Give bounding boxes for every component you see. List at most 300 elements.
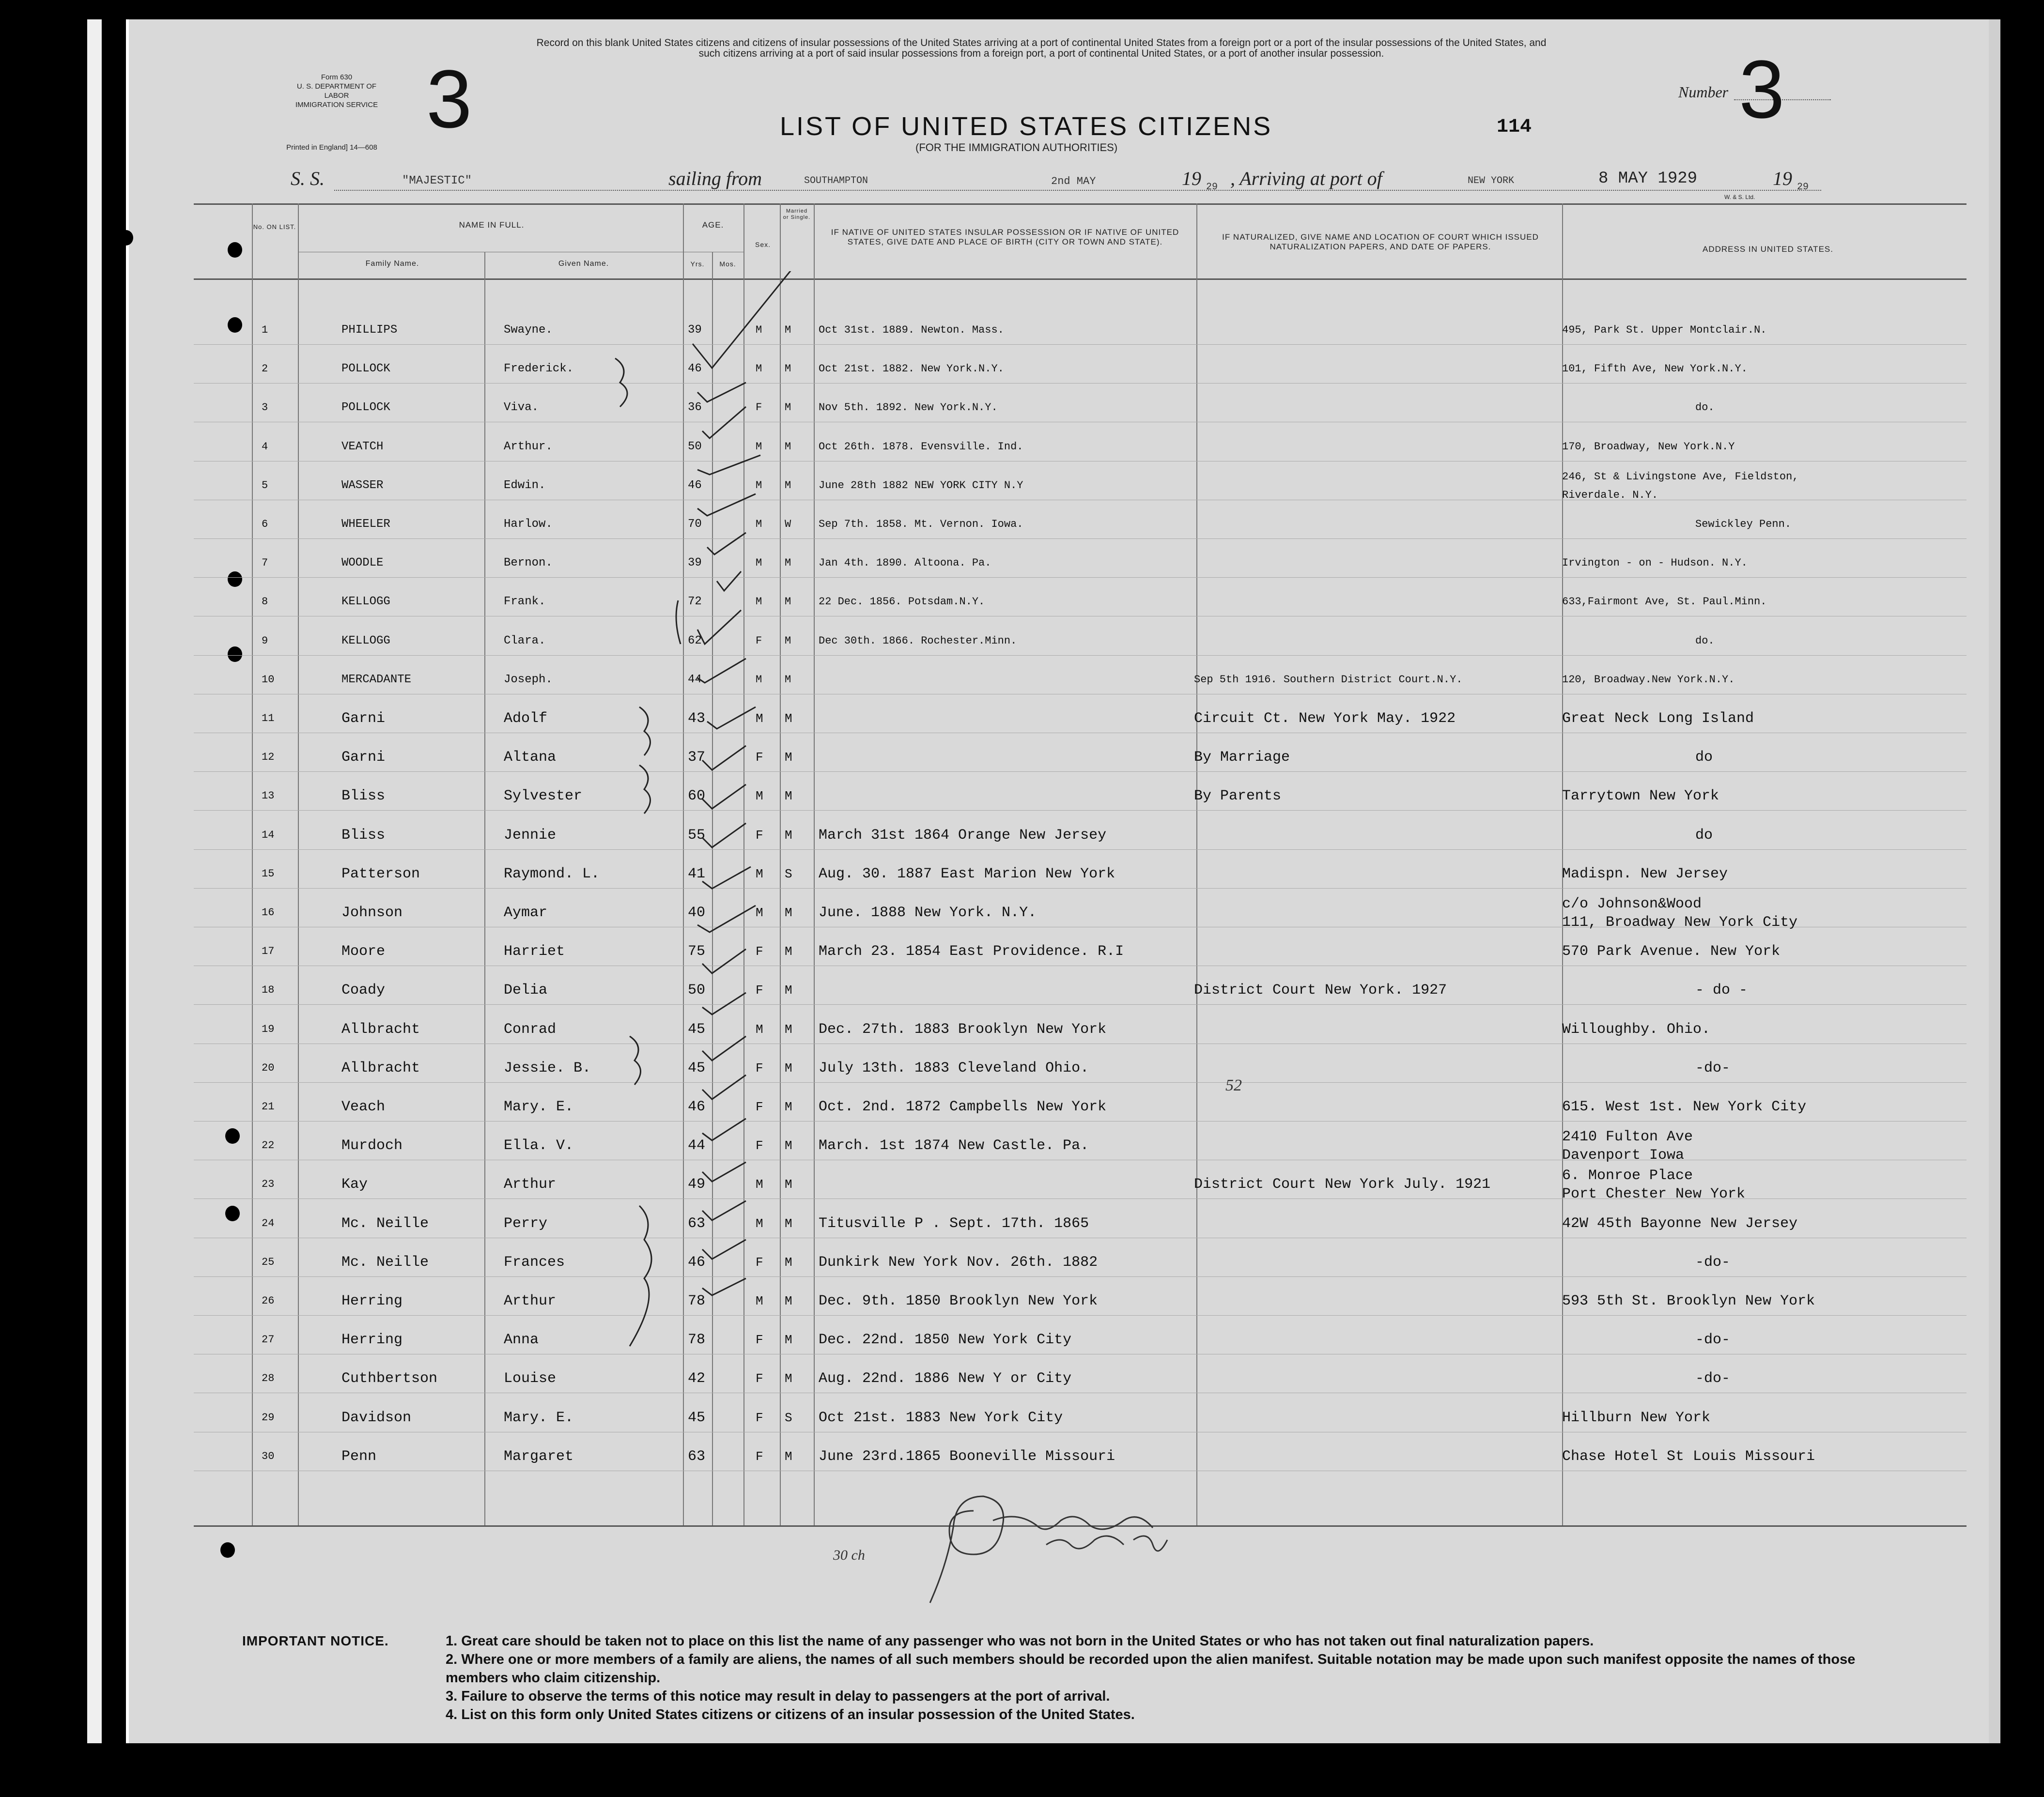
row-rule — [194, 1276, 1967, 1277]
given-name: Harlow. — [504, 518, 553, 531]
row-number: 2 — [262, 363, 268, 375]
handwritten-checkmarks — [601, 271, 862, 1482]
marital-status: M — [785, 1333, 792, 1348]
sheet-number-right: 3 — [1739, 44, 1785, 136]
sex: M — [756, 866, 763, 881]
birth-info: Aug. 22nd. 1886 New Y or City — [819, 1370, 1072, 1387]
age: 63 — [688, 1448, 706, 1465]
page-subtitle: (FOR THE IMMIGRATION AUTHORITIES) — [915, 141, 1118, 154]
given-name: Frances — [504, 1254, 565, 1271]
address-line: 42W 45th Bayonne New Jersey — [1562, 1215, 1798, 1232]
age: 50 — [688, 982, 706, 999]
family-name: Herring — [341, 1293, 403, 1309]
age: 44 — [688, 673, 702, 686]
age: 78 — [688, 1293, 706, 1309]
age: 63 — [688, 1215, 706, 1232]
family-name: Bliss — [341, 827, 386, 844]
address-line: 101, Fifth Ave, New York.N.Y. — [1562, 363, 1748, 375]
age: 46 — [688, 1099, 706, 1115]
marital-status: M — [785, 596, 791, 608]
birth-info: March. 1st 1874 New Castle. Pa. — [819, 1137, 1089, 1154]
header-married: Married or Single. — [783, 208, 811, 220]
row-rule — [194, 1004, 1967, 1005]
sex: F — [756, 750, 763, 765]
marital-status: M — [785, 363, 791, 375]
sex: M — [756, 1294, 763, 1308]
family-name: KELLOGG — [341, 595, 390, 609]
family-name: Cuthbertson — [341, 1370, 438, 1387]
sex: F — [756, 944, 763, 959]
marital-status: M — [785, 983, 792, 998]
family-name: Garni — [341, 749, 386, 766]
marital-status: M — [785, 673, 791, 686]
page-title: LIST OF UNITED STATES CITIZENS — [780, 112, 1273, 141]
row-rule — [194, 771, 1967, 772]
row-number: 10 — [262, 673, 275, 686]
given-name: Arthur — [504, 1293, 557, 1309]
row-number: 8 — [262, 596, 268, 608]
birth-info: Nov 5th. 1892. New York.N.Y. — [819, 401, 998, 414]
row-number: 20 — [262, 1061, 275, 1074]
address-line: Riverdale. N.Y. — [1562, 489, 1658, 501]
number-label: Number — [1678, 83, 1729, 101]
naturalization: By Marriage — [1194, 749, 1290, 766]
notice-item: 3. Failure to observe the terms of this notice may result in delay to passengers at the port of arrival. — [446, 1689, 1110, 1704]
birth-info: March 23. 1854 East Providence. R.I — [819, 943, 1124, 960]
arriving-label: , Arriving at port of — [1230, 168, 1382, 189]
row-rule — [194, 577, 1967, 578]
row-number: 16 — [262, 906, 275, 919]
sex: F — [756, 828, 763, 843]
given-name: Edwin. — [504, 478, 546, 492]
age: 39 — [688, 556, 702, 570]
marital-status: M — [785, 1138, 792, 1153]
given-name: Frank. — [504, 595, 546, 609]
sex: F — [756, 1060, 763, 1075]
given-name: Clara. — [504, 634, 546, 647]
age: 41 — [688, 865, 706, 882]
ss-label: S. S. — [291, 168, 325, 189]
sailing-label: sailing from — [668, 168, 762, 189]
row-rule — [194, 383, 1967, 384]
punch-hole — [228, 242, 242, 258]
signature — [920, 1482, 1211, 1613]
col-divider — [484, 252, 485, 1525]
given-name: Altana — [504, 749, 557, 766]
important-notice — [242, 1632, 1908, 1722]
address-line: -do- — [1695, 1254, 1731, 1271]
table-top-rule — [194, 203, 1967, 205]
punch-hole — [228, 571, 242, 587]
birth-info: Jan 4th. 1890. Altoona. Pa. — [819, 557, 991, 569]
given-name: Margaret — [504, 1448, 574, 1465]
birth-info: 22 Dec. 1856. Potsdam.N.Y. — [819, 596, 985, 608]
voyage-line — [291, 167, 325, 191]
family-name: Kay — [341, 1176, 368, 1193]
address-line: 2410 Fulton Ave — [1562, 1129, 1693, 1146]
row-rule — [194, 810, 1967, 811]
address-line: 593 5th St. Brooklyn New York — [1562, 1293, 1815, 1309]
marital-status: M — [785, 944, 792, 959]
family-name: Davidson — [341, 1409, 412, 1426]
age: 55 — [688, 827, 706, 844]
marital-status: M — [785, 1294, 792, 1308]
margin-number: 52 — [1225, 1076, 1242, 1094]
marital-status: M — [785, 324, 791, 336]
given-name: Raymond. L. — [504, 865, 600, 882]
corner-note: 30 ch — [833, 1547, 865, 1563]
naturalization: Circuit Ct. New York May. 1922 — [1194, 710, 1456, 727]
row-number: 28 — [262, 1372, 275, 1385]
given-name: Arthur. — [504, 440, 553, 453]
given-name: Swayne. — [504, 323, 553, 337]
age: 60 — [688, 788, 706, 805]
marital-status: M — [785, 1449, 792, 1464]
col-divider — [252, 203, 253, 1525]
given-name: Delia — [504, 982, 548, 999]
birth-info: Oct 21st. 1883 New York City — [819, 1409, 1063, 1426]
given-name: Sylvester — [504, 788, 583, 805]
header-address: ADDRESS IN UNITED STATES. — [1703, 245, 1833, 254]
sex: F — [756, 1255, 763, 1270]
age: 78 — [688, 1332, 706, 1349]
sex: F — [756, 401, 762, 414]
address-line: -do- — [1695, 1370, 1731, 1387]
marital-status: M — [785, 1022, 792, 1037]
birth-info: July 13th. 1883 Cleveland Ohio. — [819, 1060, 1089, 1076]
given-name: Arthur — [504, 1176, 557, 1193]
sex: M — [756, 1177, 763, 1192]
family-name: MERCADANTE — [341, 673, 412, 686]
col-divider — [298, 203, 299, 1525]
given-name: Jennie — [504, 827, 557, 844]
address-line: do — [1695, 827, 1713, 844]
top-instructions: Record on this blank United States citizens and citizens of insular possessions of the United States arriving at a port of continental United States from a foreign port or a port of the insular possessions of the United States, and such citizens arriving at a port of said insular possessions from a foreign port, a port of continental United States, or a port of another insular possession. — [536, 37, 1547, 59]
birth-info: March 31st 1864 Orange New Jersey — [819, 827, 1107, 844]
sex: M — [756, 363, 762, 375]
marital-status: M — [785, 789, 792, 804]
given-name: Mary. E. — [504, 1409, 574, 1426]
sex: M — [756, 711, 763, 726]
row-rule — [194, 538, 1967, 539]
family-name: POLLOCK — [341, 362, 390, 376]
family-name: Garni — [341, 710, 386, 727]
age: 45 — [688, 1409, 706, 1426]
punch-hole — [225, 1128, 240, 1144]
given-name: Viva. — [504, 401, 539, 415]
marital-status: M — [785, 440, 791, 453]
address-line: 120, Broadway.New York.N.Y. — [1562, 673, 1735, 686]
birth-info: June 28th 1882 NEW YORK CITY N.Y — [819, 479, 1023, 491]
page-edge-left — [87, 19, 102, 1743]
family-name: WOODLE — [341, 556, 384, 570]
sex: F — [756, 1449, 763, 1464]
notice-items — [446, 1632, 1899, 1724]
sex: M — [756, 673, 762, 686]
birth-info: Aug. 30. 1887 East Marion New York — [819, 865, 1115, 882]
row-number: 21 — [262, 1101, 275, 1113]
sex: F — [756, 1410, 763, 1425]
family-name: Bliss — [341, 788, 386, 805]
row-rule — [194, 655, 1967, 656]
birth-info: Oct. 2nd. 1872 Campbells New York — [819, 1099, 1107, 1115]
age: 50 — [688, 440, 702, 453]
header-given: Given Name. — [558, 260, 609, 268]
address-line: Davenport Iowa — [1562, 1147, 1685, 1164]
sex: M — [756, 1022, 763, 1037]
row-rule — [194, 1315, 1967, 1316]
marital-status: M — [785, 479, 791, 491]
family-name: POLLOCK — [341, 401, 390, 415]
address-line: 246, St & Livingstone Ave, Fieldston, — [1562, 470, 1799, 483]
age: 45 — [688, 1021, 706, 1038]
family-name: Allbracht — [341, 1021, 420, 1038]
row-number: 7 — [262, 557, 268, 569]
row-rule — [194, 888, 1967, 889]
address-line: Hillburn New York — [1562, 1409, 1711, 1426]
naturalization: By Parents — [1194, 788, 1282, 805]
sex: F — [756, 1371, 763, 1386]
sex: M — [756, 906, 763, 920]
given-name: Louise — [504, 1370, 557, 1387]
address-line: Madispn. New Jersey — [1562, 865, 1728, 882]
family-name: Murdoch — [341, 1137, 403, 1154]
row-number: 11 — [262, 712, 275, 724]
address-line: 6. Monroe Place — [1562, 1167, 1693, 1184]
family-name: Mc. Neille — [341, 1254, 429, 1271]
address-line: - do - — [1695, 982, 1748, 999]
birth-info: Sep 7th. 1858. Mt. Vernon. Iowa. — [819, 518, 1023, 530]
printed-note: Printed in England] 14—608 — [286, 143, 377, 152]
given-name: Aymar — [504, 905, 548, 921]
year-from: 29 — [1206, 182, 1218, 193]
sex: M — [756, 789, 763, 804]
family-name: WHEELER — [341, 518, 390, 531]
punch-hole — [119, 230, 133, 246]
header-sex: Sex. — [755, 241, 771, 248]
address-line: -do- — [1695, 1060, 1731, 1076]
row-number: 26 — [262, 1295, 275, 1307]
address-line: 615. West 1st. New York City — [1562, 1099, 1807, 1115]
address-line: 111, Broadway New York City — [1562, 914, 1798, 931]
row-number: 19 — [262, 1023, 275, 1035]
marital-status: M — [785, 828, 792, 843]
age: 44 — [688, 1137, 706, 1154]
given-name: Joseph. — [504, 673, 553, 686]
address-line: 170, Broadway, New York.N.Y — [1562, 440, 1735, 453]
sex: M — [756, 440, 762, 453]
marital-status: M — [785, 1060, 792, 1075]
year-label-from: 19 — [1182, 168, 1201, 189]
family-name: Johnson — [341, 905, 403, 921]
address-line: Tarrytown New York — [1562, 788, 1719, 805]
form-number: Form 630 — [321, 73, 353, 81]
birth-info: June 23rd.1865 Booneville Missouri — [819, 1448, 1115, 1465]
family-name: Allbracht — [341, 1060, 420, 1076]
age: 45 — [688, 1060, 706, 1076]
marital-status: S — [785, 866, 792, 881]
sex: M — [756, 324, 762, 336]
address-line: c/o Johnson&Wood — [1562, 896, 1702, 912]
col-divider — [1196, 203, 1197, 1525]
age: 70 — [688, 518, 702, 531]
row-number: 15 — [262, 867, 275, 880]
given-name: Ella. V. — [504, 1137, 574, 1154]
family-name: Veach — [341, 1099, 386, 1115]
age: 40 — [688, 905, 706, 921]
age: 46 — [688, 1254, 706, 1271]
sheet-number-left: 3 — [426, 53, 472, 145]
marital-status: M — [785, 1100, 792, 1114]
address-line: 570 Park Avenue. New York — [1562, 943, 1781, 960]
family-name: WASSER — [341, 478, 384, 492]
address-line: do. — [1695, 401, 1715, 414]
given-name: Anna — [504, 1332, 539, 1349]
row-number: 18 — [262, 984, 275, 997]
sex: F — [756, 1333, 763, 1348]
address-line: Chase Hotel St Louis Missouri — [1562, 1448, 1815, 1465]
given-name: Jessie. B. — [504, 1060, 591, 1076]
header-age: AGE. — [702, 220, 724, 230]
birth-info: Dec 30th. 1866. Rochester.Minn. — [819, 634, 1017, 647]
birth-info: Oct 31st. 1889. Newton. Mass. — [819, 324, 1004, 336]
sex: M — [756, 1216, 763, 1231]
serial-number: 114 — [1497, 116, 1532, 138]
notice-item: 2. Where one or more members of a family are aliens, the names of all such members should be recorded upon the alien manifest. Suitable notation may be made upon such manifest opposite the names of those members who claim citizenship. — [446, 1652, 1856, 1686]
row-number: 5 — [262, 479, 268, 491]
given-name: Mary. E. — [504, 1099, 574, 1115]
header-no: No. ON LIST. — [253, 223, 296, 230]
sex: M — [756, 557, 762, 569]
year-label-to: 19 — [1773, 168, 1792, 189]
birth-info: June. 1888 New York. N.Y. — [819, 905, 1037, 921]
header-yrs: Yrs. — [690, 260, 705, 268]
marital-status: M — [785, 557, 791, 569]
port-to: NEW YORK — [1468, 175, 1515, 186]
given-name: Conrad — [504, 1021, 557, 1038]
sex: F — [756, 1138, 763, 1153]
given-name: Harriet — [504, 943, 565, 960]
ship-dotted-rule — [334, 190, 1821, 191]
family-name: Herring — [341, 1332, 403, 1349]
sex: M — [756, 596, 762, 608]
sex: F — [756, 983, 763, 998]
age: 37 — [688, 749, 706, 766]
col-divider — [1562, 203, 1563, 1525]
address-line: do — [1695, 749, 1713, 766]
marital-status: M — [785, 401, 791, 414]
family-name: Mc. Neille — [341, 1215, 429, 1232]
family-name: Coady — [341, 982, 386, 999]
marital-status: M — [785, 906, 792, 920]
header-name: NAME IN FULL. — [459, 220, 525, 230]
row-number: 9 — [262, 634, 268, 647]
age: 46 — [688, 478, 702, 492]
sex: M — [756, 518, 762, 530]
header-naturalized: IF NATURALIZED, GIVE NAME AND LOCATION OF COURT WHICH ISSUED NATURALIZATION PAPERS, AND DATE OF PAPERS. — [1222, 232, 1539, 251]
age: 46 — [688, 362, 702, 376]
age: 42 — [688, 1370, 706, 1387]
marital-status: M — [785, 634, 791, 647]
form-info — [286, 73, 387, 109]
address-line: Great Neck Long Island — [1562, 710, 1754, 727]
arrival-stamp: 8 MAY 1929 — [1598, 169, 1698, 188]
naturalization: Sep 5th 1916. Southern District Court.N.Y. — [1194, 673, 1463, 686]
row-number: 23 — [262, 1178, 275, 1191]
family-name: Patterson — [341, 865, 420, 882]
age: 43 — [688, 710, 706, 727]
given-name: Bernon. — [504, 556, 553, 570]
row-number: 6 — [262, 518, 268, 530]
age: 39 — [688, 323, 702, 337]
row-number: 29 — [262, 1411, 275, 1424]
birth-info: Oct 21st. 1882. New York.N.Y. — [819, 363, 1004, 375]
birth-info: Dec. 27th. 1883 Brooklyn New York — [819, 1021, 1107, 1038]
row-number: 22 — [262, 1139, 275, 1152]
age: 72 — [688, 595, 702, 609]
birth-info: Dunkirk New York Nov. 26th. 1882 — [819, 1254, 1098, 1271]
age: 36 — [688, 401, 702, 415]
naturalization: District Court New York July. 1921 — [1194, 1176, 1491, 1193]
year-to: 29 — [1797, 182, 1809, 193]
family-name: PHILLIPS — [341, 323, 398, 337]
row-rule — [194, 849, 1967, 850]
punch-hole — [220, 1542, 235, 1558]
notice-item: 4. List on this form only United States citizens or citizens of an insular possession of the United States. — [446, 1707, 1135, 1722]
punch-hole — [225, 1206, 240, 1221]
row-number: 1 — [262, 324, 268, 336]
birth-info: Oct 26th. 1878. Evensville. Ind. — [819, 440, 1023, 453]
address-line: -do- — [1695, 1332, 1731, 1349]
header-birth: IF NATIVE OF UNITED STATES INSULAR POSSESSION OR IF NATIVE OF UNITED STATES, GIVE DATE AND PLACE OF BIRTH (CITY OR TOWN AND STATE). — [831, 228, 1179, 246]
family-name: KELLOGG — [341, 634, 390, 647]
marital-status: M — [785, 750, 792, 765]
notice-lead: IMPORTANT NOTICE. — [242, 1633, 389, 1648]
marital-status: M — [785, 1177, 792, 1192]
header-bottom-rule — [194, 278, 1967, 280]
age: 62 — [688, 634, 702, 647]
age: 75 — [688, 943, 706, 960]
marital-status: M — [785, 711, 792, 726]
given-name: Adolf — [504, 710, 548, 727]
address-line: Port Chester New York — [1562, 1186, 1746, 1203]
row-number: 30 — [262, 1450, 275, 1462]
birth-info: Dec. 22nd. 1850 New York City — [819, 1332, 1072, 1349]
address-line: do. — [1695, 634, 1715, 647]
port-from: SOUTHAMPTON — [804, 175, 868, 186]
address-line: Irvington - on - Hudson. N.Y. — [1562, 557, 1748, 569]
row-number: 27 — [262, 1334, 275, 1346]
service: IMMIGRATION SERVICE — [295, 101, 378, 109]
sex: M — [756, 479, 762, 491]
marital-status: M — [785, 1216, 792, 1231]
row-number: 24 — [262, 1217, 275, 1229]
header-mos: Mos. — [719, 260, 736, 268]
row-rule — [194, 1082, 1967, 1083]
header-family: Family Name. — [365, 260, 419, 268]
marital-status: S — [785, 1410, 792, 1425]
row-number: 25 — [262, 1256, 275, 1268]
age: 49 — [688, 1176, 706, 1193]
row-number: 13 — [262, 790, 275, 802]
row-number: 14 — [262, 829, 275, 841]
given-name: Perry — [504, 1215, 548, 1232]
naturalization: District Court New York. 1927 — [1194, 982, 1447, 999]
row-rule — [194, 344, 1967, 345]
marital-status: W — [785, 518, 791, 530]
family-name: Moore — [341, 943, 386, 960]
row-number: 17 — [262, 945, 275, 958]
